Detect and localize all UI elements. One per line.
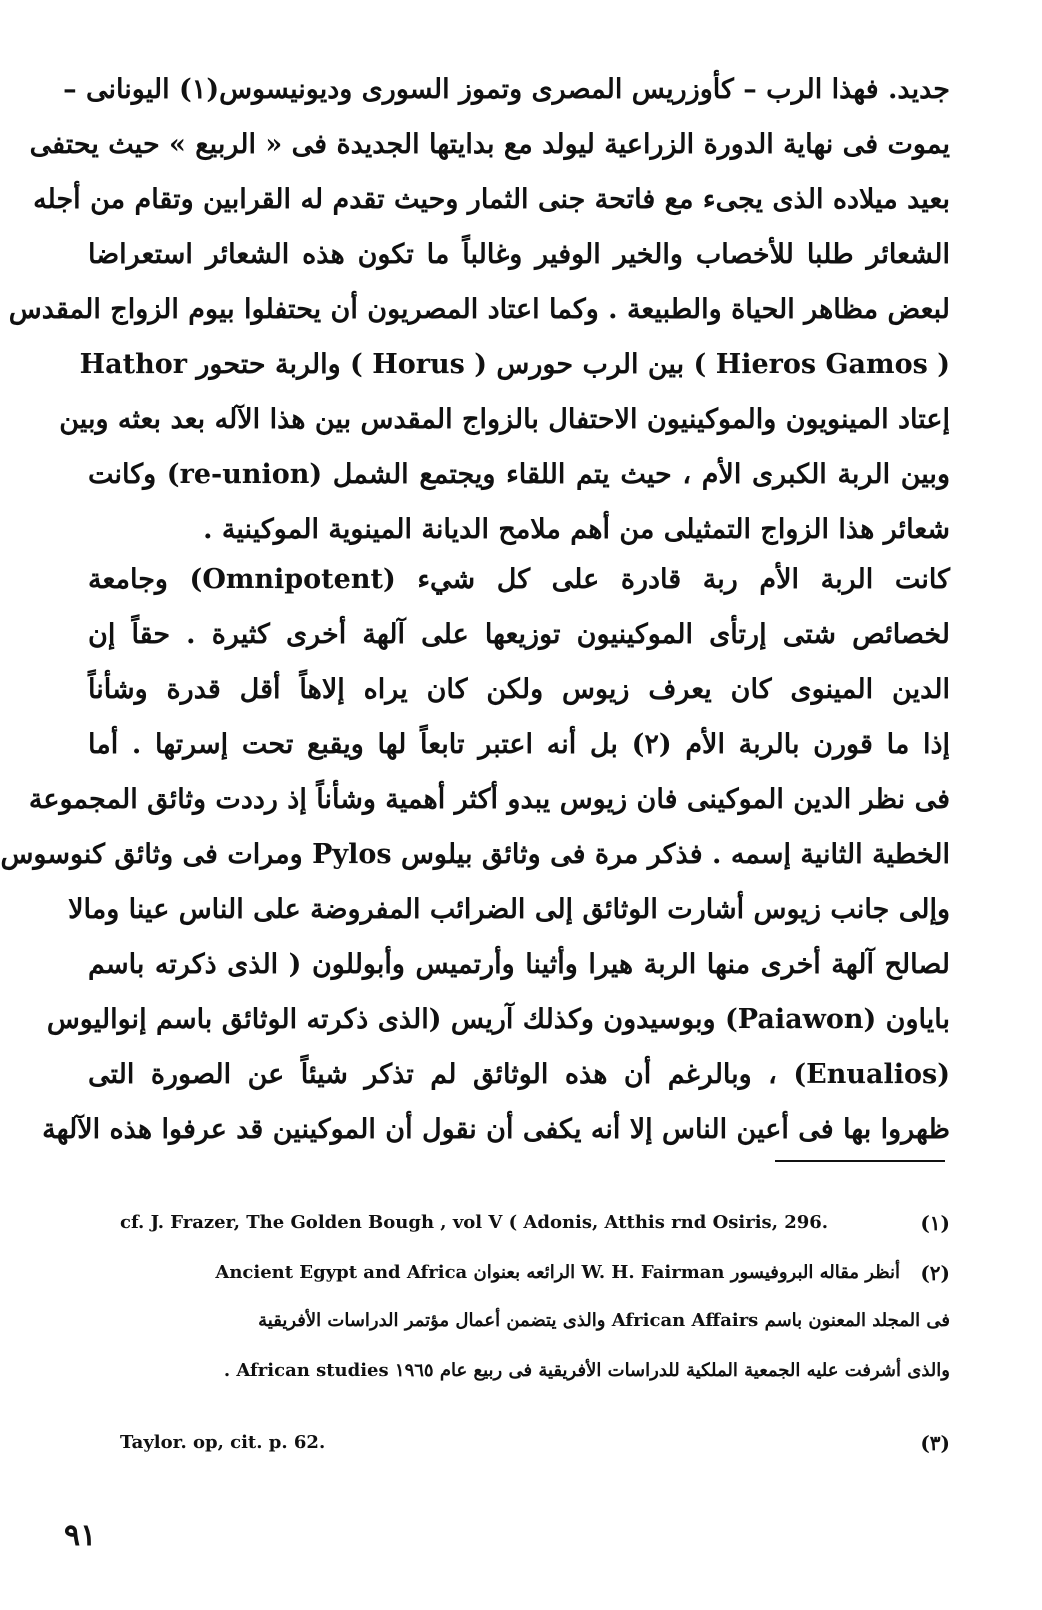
footnote-text: أنظر مقاله البروفيسور W. H. Fairman الرائعه بعنوان Ancient Egypt and Africa <box>215 1262 900 1283</box>
text-line: كانت الربة الأم ربة قادرة على كل شيء (Omnipotent) وجامعة <box>88 564 950 595</box>
footnote-text: والذى أشرفت عليه الجمعية الملكية للدراسات الأفريقية فى ربيع عام ١٩٦٥ African studies . <box>223 1360 950 1381</box>
text-line: إذا ما قورن بالربة الأم (٢) بل أنه اعتبر تابعاً لها ويقبع تحت إسرتها . أما <box>88 729 951 760</box>
text-line: الدين المينوى كان يعرف زيوس ولكن كان يراه إلاهاً أقل قدرة وشأناً <box>88 674 950 705</box>
text-line: لخصائص شتى إرتأى الموكينيون توزيعها على آلهة أخرى كثيرة . حقاً إن <box>88 619 950 650</box>
footnote-text: Taylor. op, cit. p. 62. <box>120 1432 326 1453</box>
text-line: لصالح آلهة أخرى منها الربة هيرا وأثينا وأرتميس وأبوللون ( الذى ذكرته باسم <box>88 949 950 980</box>
text-line: الخطية الثانية إسمه . فذكر مرة فى وثائق بيلوس Pylos ومرات فى وثائق كنوسوس <box>0 839 950 870</box>
paragraph-2 <box>0 552 951 1157</box>
text-line: يموت فى نهاية الدورة الزراعية ليولد مع بدايتها الجديدة فى « الربيع » حيث يحتفى <box>29 129 950 160</box>
text-line: ظهروا بها فى أعين الناس إلا أنه يكفى أن نقول أن الموكينين قد عرفوا هذه الآلهة <box>42 1114 950 1145</box>
footnote-text: cf. J. Frazer, The Golden Bough , vol V ( Adonis, Atthis rnd Osiris, 296. <box>120 1212 829 1233</box>
text-line: الشعائر طلبا للأخصاب والخير الوفير وغالباً ما تكون هذه الشعائر استعراضا <box>88 239 950 270</box>
text-line: وبين الربة الكبرى الأم ، حيث يتم اللقاء ويجتمع الشمل (re-union) وكانت <box>88 459 950 490</box>
text-line: فى نظر الدين الموكينى فان زيوس يبدو أكثر أهمية وشأناً إذ رددت وثائق المجموعة <box>28 784 950 815</box>
text-line: إعتاد المينويون والموكينيون الاحتفال بالزواج المقدس بين هذا الآله بعد بعثه وبين <box>59 404 950 435</box>
text-line: باياون (Paiawon) وبوسيدون وكذلك آريس (الذى ذكرته الوثائق باسم إنواليوس <box>46 1004 950 1035</box>
footnote-number: (٣) <box>920 1431 950 1455</box>
text-line: جديد. فهذا الرب – كأوزريس المصرى وتموز السورى وديونيسوس(١) اليونانى – <box>63 74 950 105</box>
footnote-text: فى المجلد المعنون باسم African Affairs والذى يتضمن أعمال مؤتمر الدراسات الأفريقية <box>258 1310 950 1331</box>
text-line: لبعض مظاهر الحياة والطبيعة . وكما اعتاد المصريون أن يحتفلوا بيوم الزواج المقدس <box>8 294 950 325</box>
footnote-number: (٢) <box>920 1261 950 1285</box>
footnote-separator <box>775 1160 945 1162</box>
text-line: بعيد ميلاده الذى يجىء مع فاتحة جنى الثمار وحيث تقدم له القرابين وتقام من أجله <box>33 184 950 215</box>
paragraph-1 <box>8 62 950 557</box>
text-line: وإلى جانب زيوس أشارت الوثائق إلى الضرائب المفروضة على الناس عينا ومالا <box>68 894 950 925</box>
text-line: (Enualios) ، وبالرغم أن هذه الوثائق لم تذكر شيئاً عن الصورة التى <box>88 1059 950 1090</box>
page-number: ٩١ <box>64 1518 97 1553</box>
footnote-number: (١) <box>920 1211 950 1235</box>
text-line: ( Hieros Gamos ) بين الرب حورس ( Horus ) والربة حتحور Hathor <box>79 349 950 380</box>
text-line: شعائر هذا الزواج التمثيلى من أهم ملامح الديانة المينوية الموكينية . <box>203 514 950 545</box>
